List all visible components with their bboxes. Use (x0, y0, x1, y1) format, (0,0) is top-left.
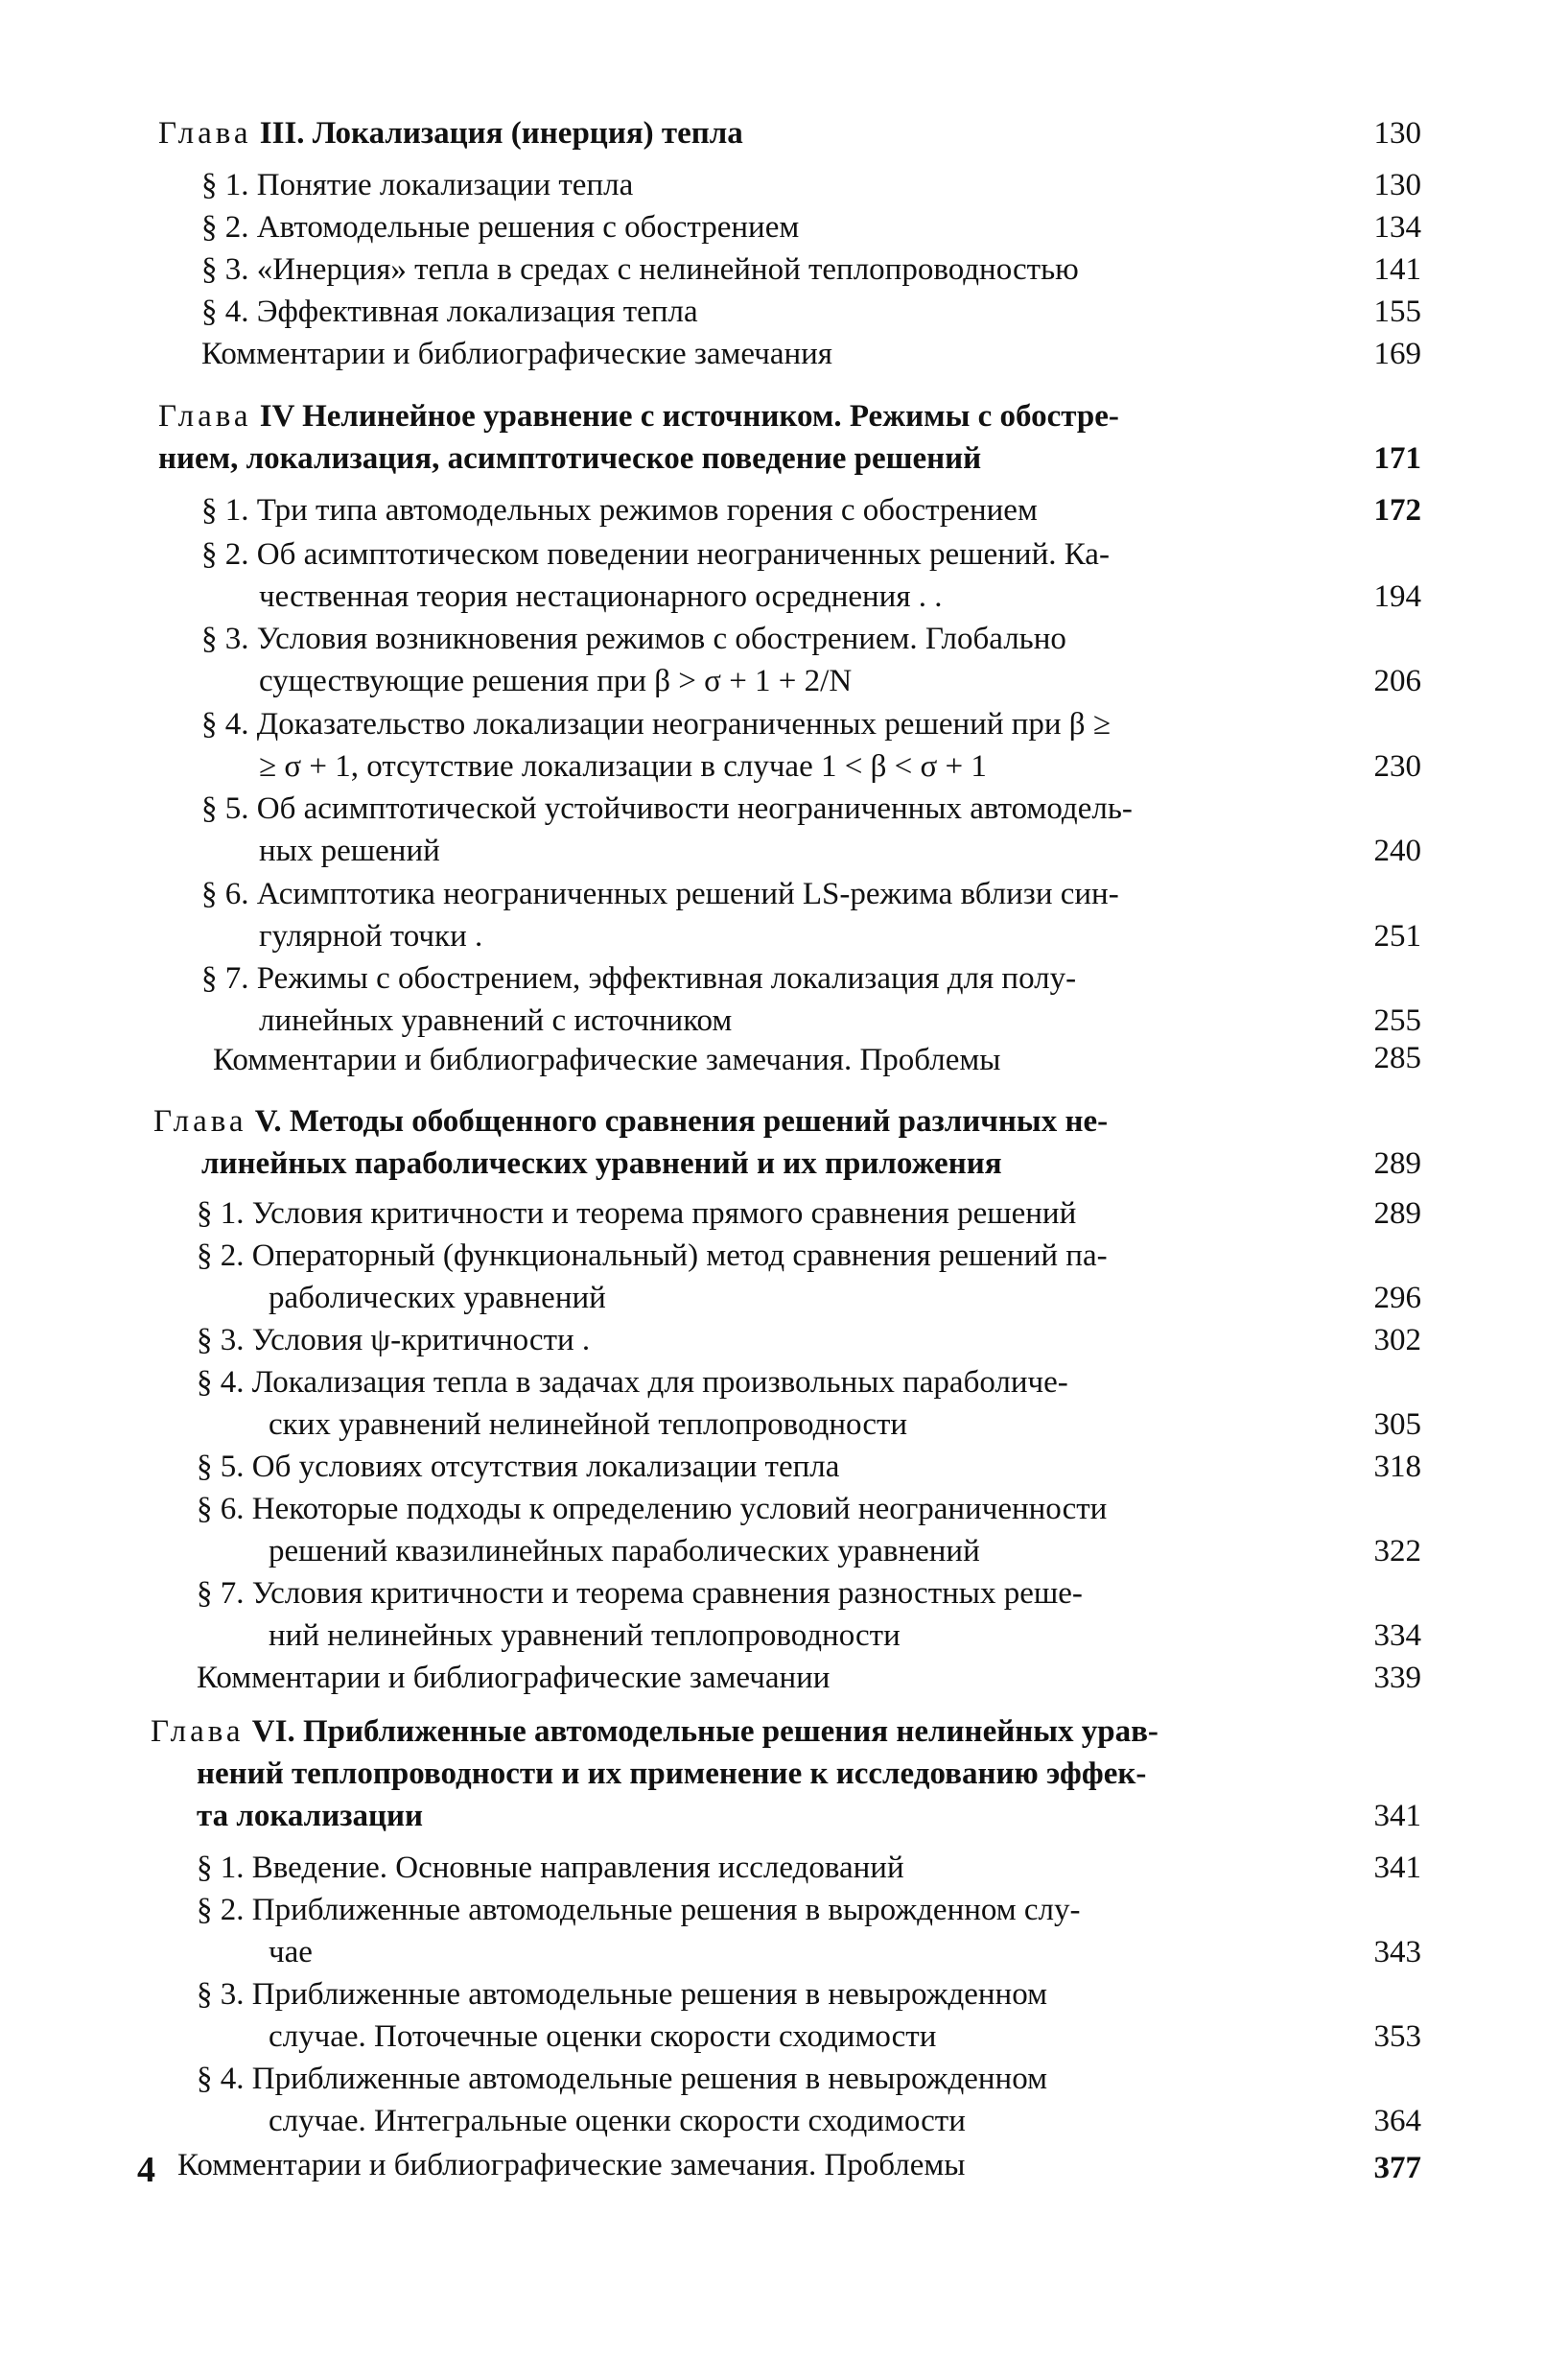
chapter-page-number: 130 (1373, 116, 1421, 151)
section-entry-continued: гулярной точки . (259, 919, 483, 954)
section-page-number: 353 (1373, 2019, 1421, 2054)
section-page-number: 364 (1373, 2104, 1421, 2138)
section-page-number: 305 (1373, 1407, 1421, 1442)
section-page-number: 334 (1373, 1618, 1421, 1653)
section-page-number: 130 (1373, 168, 1421, 202)
section-entry: § 2. Операторный (функциональный) метод сравнения решений па- (197, 1238, 1108, 1273)
section-entry-continued: ≥ σ + 1, отсутствие локализации в случае 1 < β < σ + 1 (259, 749, 987, 784)
section-page-number: 194 (1373, 579, 1421, 614)
chapter-title-continued: та локализации (197, 1799, 424, 1833)
chapter-word: Глава (158, 399, 252, 434)
section-page-number: 169 (1373, 337, 1421, 371)
section-entry-continued: раболических уравнений (269, 1281, 606, 1315)
comments-entry: Комментарии и библиографические замечания. Проблемы (213, 1043, 1001, 1077)
section-entry-continued: линейных уравнений с источником (259, 1003, 733, 1038)
chapter-title: III. Локализация (инерция) тепла (259, 116, 743, 151)
section-entry: § 1. Понятие локализации тепла (201, 168, 634, 202)
section-page-number: 322 (1373, 1534, 1421, 1568)
section-entry: § 6. Некоторые подходы к определению условий неограниченности (197, 1492, 1108, 1526)
chapter-5-heading (153, 1100, 1108, 1143)
chapter-word: Глава (153, 1104, 247, 1139)
chapter-page-number: 289 (1373, 1146, 1421, 1181)
section-page-number: 172 (1373, 493, 1421, 528)
section-entry: § 4. Эффективная локализация тепла (201, 295, 698, 329)
section-page-number: 341 (1373, 1851, 1421, 1885)
section-page-number: 296 (1373, 1281, 1421, 1315)
section-entry-continued: случае. Поточечные оценки скорости сходимости (269, 2019, 937, 2054)
comments-entry: Комментарии и библиографические замечания (201, 337, 832, 371)
section-entry: § 3. Приближенные автомодельные решения в невырожденном (197, 1977, 1047, 2012)
chapter-word: Глава (151, 1714, 245, 1749)
section-page-number: 302 (1373, 1323, 1421, 1357)
section-entry: § 3. Условия возникновения режимов с обострением. Глобально (201, 622, 1066, 656)
chapter-title: VI. Приближенные автомодельные решения нелинейных урав- (251, 1714, 1158, 1749)
section-page-number: 255 (1373, 1003, 1421, 1038)
section-entry: § 4. Локализация тепла в задачах для произвольных параболиче- (197, 1365, 1068, 1400)
section-entry: § 4. Доказательство локализации неограниченных решений при β ≥ (201, 707, 1111, 742)
chapter-title: IV Нелинейное уравнение с источником. Режимы с обостре- (259, 399, 1119, 434)
section-entry-continued: ных решений (259, 834, 440, 868)
section-page-number: 318 (1373, 1450, 1421, 1484)
comments-entry: Комментарии и библиографические замечании (197, 1661, 831, 1695)
section-entry: § 1. Введение. Основные направления исследований (197, 1851, 904, 1885)
section-page-number: 141 (1373, 252, 1421, 287)
chapter-title-continued: линейных параболических уравнений и их приложения (201, 1146, 1002, 1181)
chapter-page-number: 341 (1373, 1799, 1421, 1833)
section-page-number: 289 (1373, 1196, 1421, 1231)
chapter-title-continued: нием, локализация, асимптотическое поведение решений (158, 441, 982, 476)
section-page-number: 240 (1373, 834, 1421, 868)
chapter-6-heading (151, 1710, 1158, 1753)
page-number: 4 (137, 2150, 155, 2190)
section-entry: § 6. Асимптотика неограниченных решений LS-режима вблизи син- (201, 877, 1119, 911)
section-entry: § 3. «Инерция» тепла в средах с нелинейной теплопроводностью (201, 252, 1079, 287)
section-page-number: 230 (1373, 749, 1421, 784)
section-entry-continued: чае (269, 1935, 313, 1969)
section-entry: § 3. Условия ψ-критичности . (197, 1323, 591, 1357)
section-entry: § 2. Автомодельные решения с обострением (201, 210, 800, 245)
section-page-number: 134 (1373, 210, 1421, 245)
chapter-page-number: 171 (1373, 441, 1421, 476)
section-entry: § 2. Приближенные автомодельные решения в вырожденном слу- (197, 1893, 1081, 1927)
section-page-number: 339 (1373, 1661, 1421, 1695)
section-entry: § 5. Об асимптотической устойчивости неограниченных автомодель- (201, 791, 1133, 826)
section-page-number: 285 (1373, 1041, 1421, 1075)
section-page-number: 206 (1373, 664, 1421, 698)
section-entry: § 5. Об условиях отсутствия локализации тепла (197, 1450, 840, 1484)
section-entry: § 1. Условия критичности и теорема прямого сравнения решений (197, 1196, 1077, 1231)
section-entry-continued: существующие решения при β > σ + 1 + 2/N (259, 664, 853, 698)
section-page-number: 343 (1373, 1935, 1421, 1969)
section-entry: § 1. Три типа автомодельных режимов горения с обострением (201, 493, 1038, 528)
chapter-title-continued: нений теплопроводности и их применение к исследованию эффек- (197, 1757, 1147, 1791)
comments-entry: Комментарии и библиографические замечания. Проблемы (177, 2148, 966, 2182)
section-page-number: 251 (1373, 919, 1421, 954)
section-entry-continued: ний нелинейных уравнений теплопроводности (269, 1618, 901, 1653)
chapter-4-heading (158, 395, 1119, 437)
chapter-title: V. Методы обобщенного сравнения решений различных не- (254, 1104, 1109, 1139)
section-entry: § 7. Условия критичности и теорема сравнения разностных реше- (197, 1576, 1083, 1611)
section-entry: § 7. Режимы с обострением, эффективная локализация для полу- (201, 961, 1077, 996)
section-entry: § 4. Приближенные автомодельные решения в невырожденном (197, 2062, 1047, 2096)
section-entry: § 2. Об асимптотическом поведении неограниченных решений. Ка- (201, 537, 1110, 572)
section-entry-continued: ских уравнений нелинейной теплопроводности (269, 1407, 908, 1442)
section-entry-continued: случае. Интегральные оценки скорости сходимости (269, 2104, 966, 2138)
chapter-3-heading (158, 112, 743, 154)
chapter-word: Глава (158, 116, 252, 151)
section-entry-continued: решений квазилинейных параболических уравнений (269, 1534, 980, 1568)
section-page-number: 155 (1373, 295, 1421, 329)
section-page-number: 377 (1373, 2151, 1421, 2185)
section-entry-continued: чественная теория нестационарного осреднения . . (259, 579, 943, 614)
